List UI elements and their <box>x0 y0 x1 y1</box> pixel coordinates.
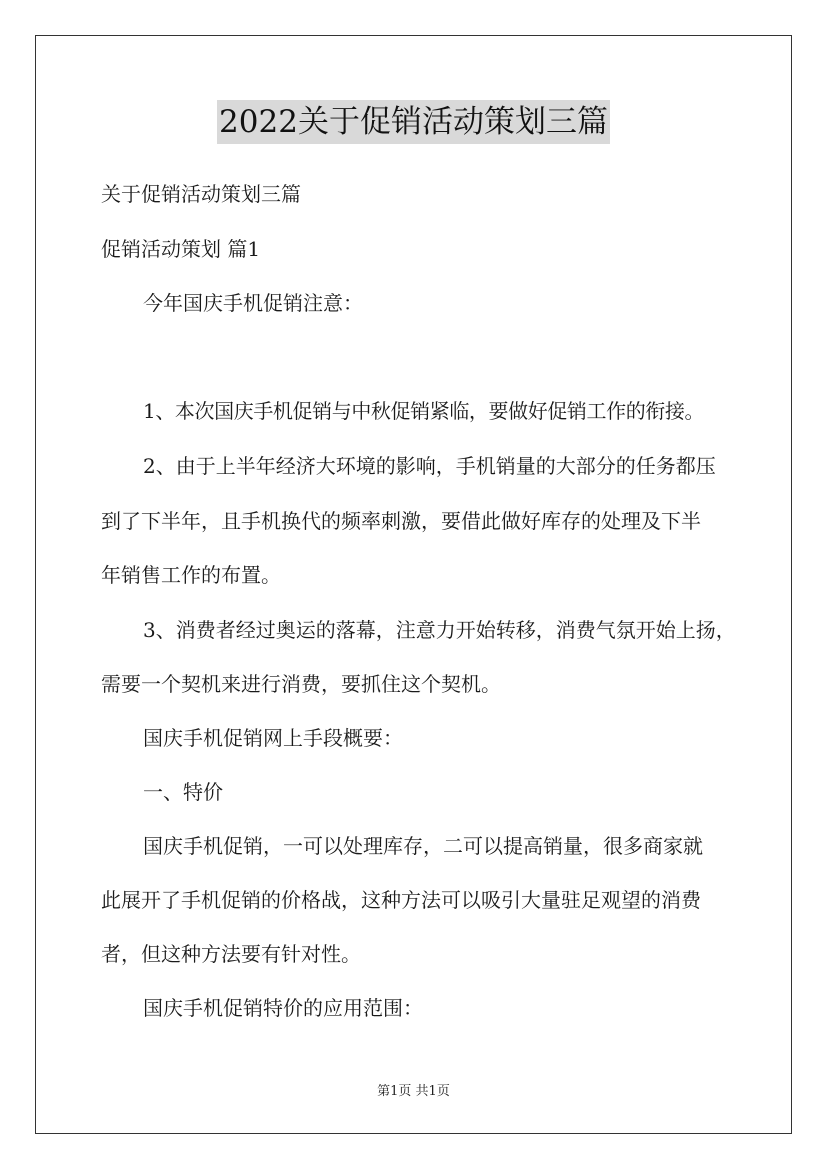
paragraph-line: 国庆手机促销网上手段概要： <box>143 726 403 750</box>
paragraph-line: 1、本次国庆手机促销与中秋促销紧临，要做好促销工作的衔接。 <box>143 399 705 423</box>
paragraph-line: 国庆手机促销特价的应用范围： <box>143 996 423 1020</box>
section-heading: 促销活动策划 篇1 <box>101 237 261 261</box>
paragraph-line: 此展开了手机促销的价格战，这种方法可以吸引大量驻足观望的消费 <box>101 888 701 912</box>
paragraph-line: 需要一个契机来进行消费，要抓住这个契机。 <box>101 672 501 696</box>
page-footer: 第1页 共1页 <box>377 1084 450 1099</box>
paragraph-line: 国庆手机促销，一可以处理库存，二可以提高销量，很多商家就 <box>143 834 703 858</box>
heading-line: 关于促销活动策划三篇 <box>101 182 301 206</box>
paragraph-line: 到了下半年，且手机换代的频率刺激，要借此做好库存的处理及下半 <box>101 509 701 533</box>
paragraph-line: 2、由于上半年经济大环境的影响，手机销量的大部分的任务都压 <box>143 454 716 478</box>
paragraph-line: 今年国庆手机促销注意： <box>143 291 363 315</box>
paragraph-line: 3、消费者经过奥运的落幕，注意力开始转移，消费气氛开始上扬， <box>143 618 736 642</box>
list-heading: 一、特价 <box>143 780 223 804</box>
document-title: 2022关于促销活动策划三篇 <box>217 100 610 144</box>
title-container <box>0 100 827 144</box>
paragraph-line: 者，但这种方法要有针对性。 <box>101 942 361 966</box>
paragraph-line: 年销售工作的布置。 <box>101 563 281 587</box>
